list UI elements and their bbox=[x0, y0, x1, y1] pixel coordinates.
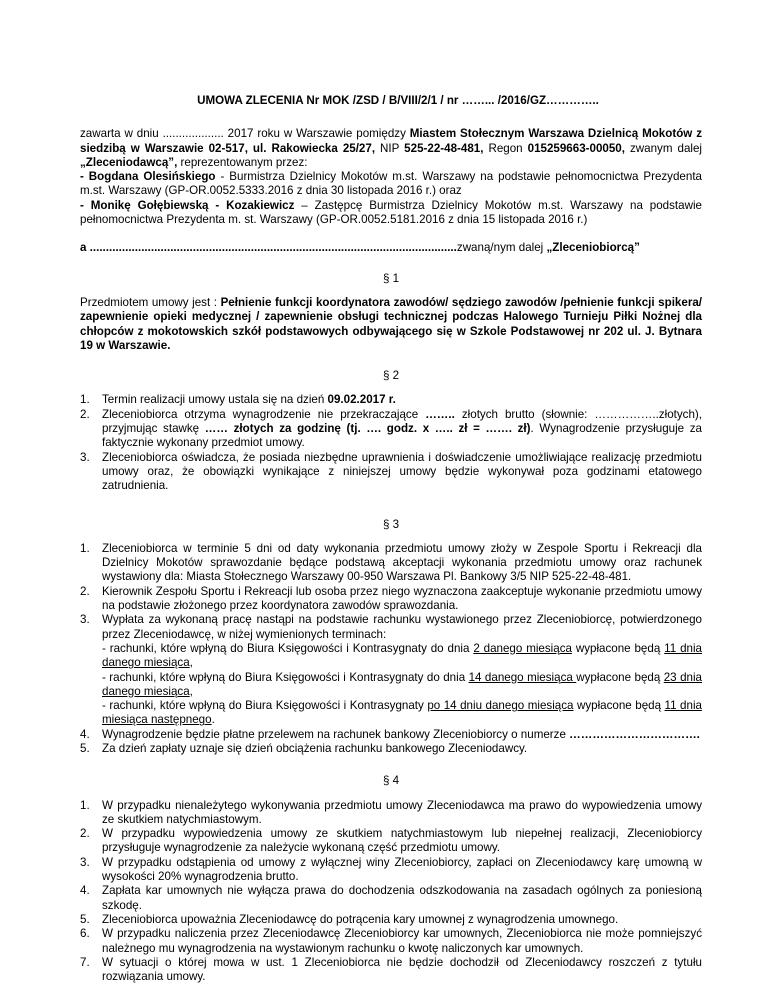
list-item bbox=[80, 451, 702, 494]
amount-blank: …….. bbox=[425, 407, 455, 421]
contractor-alias: „Zleceniobiorcą” bbox=[546, 241, 640, 255]
list-item bbox=[80, 799, 702, 828]
intro-nip: 525-22-48-481, bbox=[404, 141, 484, 155]
bank-account-blank: ……………………………. bbox=[569, 727, 700, 741]
list-item bbox=[80, 728, 702, 742]
list-number: 2. bbox=[80, 827, 90, 841]
rate-blank: …… złotych za godzinę (tj. …. godz. x ….. zł = ……. zł) bbox=[204, 422, 531, 436]
list-number: 1. bbox=[80, 393, 90, 407]
list-text: W sytuacji o której mowa w ust. 1 Zleceniobiorca nie będzie dochodził od Zleceniodawcy roszczeń z tytułu rozwiązania umowy. bbox=[102, 955, 702, 984]
list-number: 5. bbox=[80, 741, 90, 755]
list-item bbox=[80, 742, 702, 756]
list-item bbox=[80, 927, 702, 956]
list-number: 2. bbox=[80, 584, 90, 598]
section-1-heading: § 1 bbox=[382, 271, 400, 285]
contract-body bbox=[80, 94, 702, 984]
list-item bbox=[80, 827, 702, 856]
payment-term: - rachunki, które wpłyną do Biura Księgowości i Kontrasygnaty bbox=[102, 699, 428, 713]
list-text: W przypadku wypowiedzenia umowy ze skutkiem natychmiastowym lub niepełnej realizacji, Zleceniobiorcy przysługuje wynagrodzenie za należycie wykonaną część przedmiotu umowy. bbox=[102, 827, 702, 855]
contractor-line bbox=[80, 241, 702, 255]
payment-term: wypłacone będą bbox=[573, 699, 665, 713]
intro-text: zwanym dalej bbox=[624, 141, 702, 155]
list-text: W przypadku nienależytego wykonywania przedmiotu umowy Zleceniodawca ma prawo do wypowiedzenia umowy ze skutkiem natychmiastowym. bbox=[102, 798, 702, 826]
list-number: 5. bbox=[80, 912, 90, 926]
list-text: Termin realizacji umowy ustala się na dzień bbox=[102, 393, 328, 407]
payment-term: . bbox=[211, 713, 215, 727]
payment-term: , bbox=[189, 684, 193, 698]
intro-paragraph bbox=[80, 127, 702, 170]
list-text: Za dzień zapłaty uznaje się dzień obciążenia rachunku bankowego Zleceniodawcy. bbox=[102, 741, 528, 755]
representative-2-role: – Zastępcę Burmistrza Dzielnicy Mokotów m.st. Warszawy na podstawie pełnomocnictwa Prezydenta m. st. Warszawy (GP-OR.0052.5181.2016 z dnia 15 listopada 2016 r.) bbox=[80, 198, 702, 227]
representative-1 bbox=[80, 170, 702, 199]
intro-text: zawarta w dniu ................... 2017 roku w Warszawie pomiędzy bbox=[80, 127, 410, 141]
deadline-date: 09.02.2017 r. bbox=[327, 393, 396, 407]
section-2-list bbox=[80, 393, 702, 493]
section-2-heading: § 2 bbox=[382, 369, 400, 383]
payment-term-deadline: po 14 dniu danego miesiąca bbox=[427, 699, 574, 713]
list-number: 6. bbox=[80, 927, 90, 941]
list-item bbox=[80, 393, 702, 407]
list-text: W przypadku odstąpienia od umowy z wyłącznej winy Zleceniobiorcy, zapłaci on Zleceniodawcy karę umowną w wysokości 20% wynagrodzenia brutto. bbox=[102, 855, 702, 884]
list-text: Wypłata za wykonaną pracę nastąpi na podstawie rachunku wystawionego przez Zleceniobiorcę, potwierdzonego przez Zleceniodawcę, w niżej wymienionych terminach: bbox=[102, 613, 702, 641]
payment-term: , bbox=[189, 656, 193, 670]
representative-2 bbox=[80, 199, 702, 228]
list-number: 3. bbox=[80, 855, 90, 869]
section-4-list bbox=[80, 799, 702, 985]
section-3-heading: § 3 bbox=[382, 517, 400, 531]
representative-2-name: - Monikę Gołębiewską - Kozakiewicz bbox=[80, 198, 295, 212]
intro-text: Regon bbox=[483, 141, 528, 155]
contractor-blank: a .................................................................................................................. bbox=[80, 241, 457, 255]
payment-term-deadline: 2 danego miesiąca bbox=[473, 641, 572, 655]
list-number: 1. bbox=[80, 541, 90, 555]
list-item bbox=[80, 884, 702, 913]
list-item bbox=[80, 542, 702, 585]
list-item bbox=[80, 956, 702, 985]
intro-text: reprezentowanym przez: bbox=[177, 155, 308, 169]
payment-term-deadline: 14 danego miesiąca bbox=[468, 670, 577, 684]
list-number: 4. bbox=[80, 727, 90, 741]
payment-term-date: 11 dnia danego miesiąca bbox=[102, 641, 702, 670]
list-number: 1. bbox=[80, 798, 90, 812]
list-number: 2. bbox=[80, 407, 90, 421]
intro-party-name: Miastem Stołecznym Warszawa Dzielnicą Mokotów z siedzibą w Warszawie 02-517, ul. Rakowiecka 25/27, bbox=[80, 127, 702, 155]
document-title: UMOWA ZLECENIA Nr MOK /ZSD / B/VIII/2/1 / nr ……... /2016/GZ………….. bbox=[197, 94, 599, 107]
list-item bbox=[80, 613, 702, 727]
intro-regon: 015259663-00050, bbox=[527, 141, 625, 155]
payment-term: - rachunki, które wpłyną do Biura Księgowości i Kontrasygnaty do dnia bbox=[102, 641, 474, 655]
list-text: . Wynagrodzenie przysługuje za faktycznie wykonany przedmiot umowy. bbox=[102, 422, 702, 450]
list-text: Zleceniobiorca otrzyma wynagrodzenie nie przekraczające bbox=[102, 407, 426, 421]
list-item bbox=[80, 913, 702, 927]
section-4-heading: § 4 bbox=[382, 774, 400, 788]
section-3-list bbox=[80, 542, 702, 756]
list-text: Wynagrodzenie będzie płatne przelewem na rachunek bankowy Zleceniobiorcy o numerze bbox=[102, 727, 570, 741]
payment-term: wypłacone będą bbox=[571, 641, 665, 655]
intro-text: NIP bbox=[375, 141, 405, 155]
list-text: Zleceniobiorca oświadcza, że posiada niezbędne uprawnienia i doświadczenie umożliwiające realizację przedmiotu umowy oraz, że obowiązki wynikające z niniejszej umowy będzie wykonywał poza godzinami etatowego zatrudnienia. bbox=[102, 450, 702, 493]
list-item bbox=[80, 856, 702, 885]
payment-term: - rachunki, które wpłyną do Biura Księgowości i Kontrasygnaty do dnia bbox=[102, 670, 469, 684]
representative-1-name: - Bogdana Olesińskiego bbox=[80, 170, 216, 184]
intro-party-alias: „Zleceniodawcą”, bbox=[80, 155, 178, 169]
list-text: Zleceniobiorca w terminie 5 dni od daty wykonania przedmiotu umowy złoży w Zespole Sportu i Rekreacji dla Dzielnicy Mokotów sprawozdanie będące podstawą akceptacji wykonania przedmiotu umowy oraz rachunek wystawiony dla: Miasta Stołecznego Warszawy 00-950 Warszawa Pl. Bankowy 3/5 NIP 525-22-48-481. bbox=[102, 541, 702, 584]
representative-1-role: - Burmistrza Dzielnicy Mokotów m.st. Warszawy na podstawie pełnomocnictwa Prezydenta m.st. Warszawy (GP-OR.0052.5333.2016 z dnia 30 listopada 2016 r.) oraz bbox=[80, 170, 702, 198]
list-item bbox=[80, 408, 702, 451]
list-text: Zleceniobiorca upoważnia Zleceniodawcę do potrącenia kary umownej z wynagrodzenia umownego. bbox=[102, 912, 619, 926]
section-1-text: Przedmiotem umowy jest : bbox=[80, 295, 221, 309]
list-text: W przypadku naliczenia przez Zleceniodawcę Zleceniobiorcy kar umownych, Zleceniobiorca nie może pomniejszyć należnego mu wynagrodzenia na wystawionym rachunku o kwotę naliczonych kar umownych. bbox=[102, 927, 702, 955]
list-text: Kierownik Zespołu Sportu i Rekreacji lub osoba przez niego wyznaczona zaakceptuje wykonanie przedmiotu umowy na podstawie złożonego przez koordynatora zawodów sprawozdania. bbox=[102, 584, 702, 613]
list-item bbox=[80, 585, 702, 614]
section-1-paragraph bbox=[80, 296, 702, 353]
payment-term-date: 23 dnia danego miesiąca bbox=[102, 670, 702, 698]
list-text: złotych brutto (słownie: ……………..złotych), przyjmując stawkę bbox=[102, 407, 703, 436]
list-text: Zapłata kar umownych nie wyłącza prawa do dochodzenia odszkodowania na zasadach ogólnych za poniesioną szkodę. bbox=[102, 884, 702, 912]
contractor-text: zwaną/nym dalej bbox=[456, 241, 547, 255]
list-number: 3. bbox=[80, 450, 90, 464]
section-1-subject: Pełnienie funkcji koordynatora zawodów/ sędziego zawodów /pełnienie funkcji spikera/ zapewnienie opieki medycznej / zapewnienie obsługi technicznej podczas Halowego Turnieju Piłki Nożnej dla chłopców z mokotowskich szkół podstawowych odbywającego się w Szkole Podstawowej nr 202 ul. J. Bytnara 19 w Warszawie. bbox=[80, 295, 703, 352]
list-number: 3. bbox=[80, 613, 90, 627]
payment-term-date: 11 dnia miesiąca następnego bbox=[102, 699, 702, 727]
list-number: 4. bbox=[80, 884, 90, 898]
payment-term: wypłacone będą bbox=[576, 670, 664, 684]
list-number: 7. bbox=[80, 955, 90, 969]
